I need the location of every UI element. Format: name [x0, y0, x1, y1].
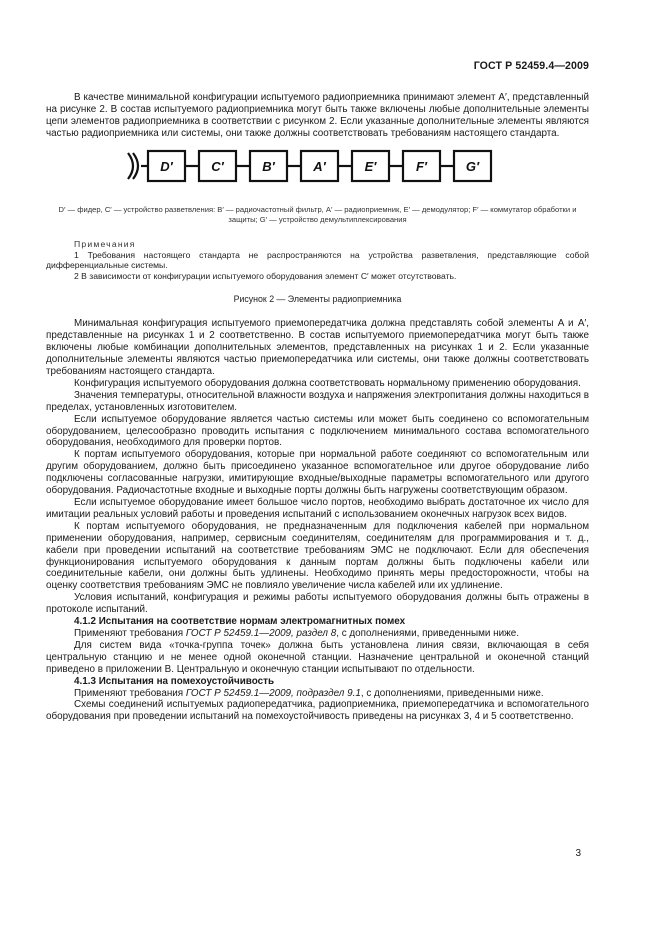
figure-caption: Рисунок 2 — Элементы радиоприемника [233, 294, 402, 305]
page-content [46, 92, 589, 723]
block-label: B′ [262, 158, 275, 174]
note-2: 2 В зависимости от конфигурации испытуемого оборудования элемент C′ может отсутствовать. [74, 270, 457, 281]
s412-p1-post: , с дополнениями, приведенными ниже. [336, 627, 519, 639]
section-4-1-3-para-2: Схемы соединений испытуемых радиопередатчика, радиоприемника, приемопередатчика и вспомогательного оборудования при проведении испытаний на помехоустойчивость приведены на рисунках 3, 4 и 5 соответственно. [46, 699, 589, 723]
body-paragraph-5: Если испытуемое оборудование является частью системы или может быть соединено со вспомогательным оборудованием, целесообразно проводить испытания с подключением минимального состава вспомогательного оборудования, необходимого для проверки портов. [46, 413, 589, 449]
block-label: E′ [364, 158, 377, 174]
block-label: C′ [211, 158, 224, 174]
section-4-1-2-para-1 [46, 628, 589, 640]
page-number: 3 [575, 848, 581, 859]
s413-p1-pre: Применяют требования [74, 687, 186, 699]
body-paragraph-3: Конфигурация испытуемого оборудования должна соответствовать нормальному применению оборудования. [74, 377, 581, 389]
body-paragraph-6: К портам испытуемого оборудования, которые при нормальной работе соединяют со вспомогательным или другим оборудованием, должно быть присоединено указанное вспомогательное или другое оборудование либо подключены согласованные нагрузки, имитирующие входные/выходные параметры вспомогательного или другого оборудования. Радиочастотные входные и выходные порты должны быть нагружены соответствующим образом. [46, 449, 589, 497]
s413-p1-post: , с дополнениями, приведенными ниже. [360, 687, 544, 699]
block-label: D′ [160, 158, 173, 174]
document-header: ГОСТ Р 52459.4—2009 [473, 60, 589, 72]
s412-reference: ГОСТ Р 52459.1—2009, раздел 8 [185, 627, 337, 639]
block-label: G′ [465, 158, 480, 174]
note-1: 1 Требования настоящего стандарта не распространяются на устройства разветвления, представляющие собой дифференциальные системы. [46, 249, 589, 271]
receiver-block-diagram [46, 149, 589, 205]
body-paragraph-8: К портам испытуемого оборудования, не предназначенным для подключения кабелей при нормальном применении оборудования, например, сервисным соединителям, соединителям для программирования и т. д., кабели при проведении испытаний на соответствие требованиям ЭМС не подключают. Если для обеспечения функционирования испытуемого оборудования к данным портам должны быть подключены кабели или соединительные кабели, они должны быть удлинены. Необходимо принять меры предосторожности, чтобы на оценку соответствия требованиям ЭМС не повлияло увеличение числа кабелей или их удлинение. [46, 520, 589, 592]
section-4-1-2-para-2: Для систем вида «точка-группа точек» должна быть установлена линия связи, включающая в себя центральную станцию и не менее одной оконечной станции. Назначение центральной и оконечной станций приведено в приложении В. Центральную и оконечную станции испытывают по отдельности. [46, 639, 589, 675]
section-4-1-3-title: 4.1.3 Испытания на помехоустойчивость [74, 675, 275, 687]
body-paragraph-7: Если испытуемое оборудование имеет большое число портов, необходимо выбрать достаточное их число для имитации реальных условий работы и проведения испытаний с использованием оконечных нагрузок всех видов. [46, 497, 589, 520]
antenna-feed-symbol [128, 153, 133, 179]
section-4-1-2-title: 4.1.2 Испытания на соответствие нормам электромагнитных помех [74, 616, 406, 628]
intro-paragraph: В качестве минимальной конфигурации испытуемого радиоприемника принимают элемент A′, представленный на рисунке 2. В состав испытуемого радиоприемника могут быть также включены любые дополнительные элементы цепи элементов радиоприемника в соответствии с рисунком 2. Если указанные дополнительные элементы являются частью радиоприемника или системы, они также должны соответствовать требованиям настоящего стандарта. [46, 92, 589, 139]
section-4-1-3-para-1 [46, 688, 589, 700]
figure-legend: D′ — фидер, C′ — устройство разветвления: B′ — радиочастотный фильтр, A′ — радиоприемник, E′ — демодулятор; F′ — коммутатор обработки и защиты; G′ — устройство демультиплексирования [58, 204, 577, 224]
block-label: A′ [313, 158, 326, 174]
notes-title: Примечания [74, 238, 136, 249]
body-paragraph-4: Значения температуры, относительной влажности воздуха и напряжения электропитания должны находиться в пределах, установленных изготовителем. [46, 389, 589, 413]
body-paragraph-9: Условия испытаний, конфигурация и режимы работы испытуемого оборудования должны быть отражены в протоколе испытаний. [46, 592, 589, 616]
s413-reference: ГОСТ Р 52459.1—2009, подраздел 9.1 [185, 687, 361, 699]
block-label: F′ [415, 158, 428, 174]
body-paragraph-2: Минимальная конфигурация испытуемого приемопередатчика должна представлять собой элементы A и A′, представленные на рисунках 1 и 2 соответственно. В состав испытуемого приемопередатчика могут быть также включены любые комбинации дополнительных элементов, представленных на рисунках 1 и 2. Если указанные дополнительные элементы являются частью приемопередатчика или системы, они также должны соответствовать требованиям настоящего стандарта. [46, 318, 589, 378]
block-chain-svg [124, 149, 514, 183]
s412-p1-pre: Применяют требования [74, 627, 186, 639]
